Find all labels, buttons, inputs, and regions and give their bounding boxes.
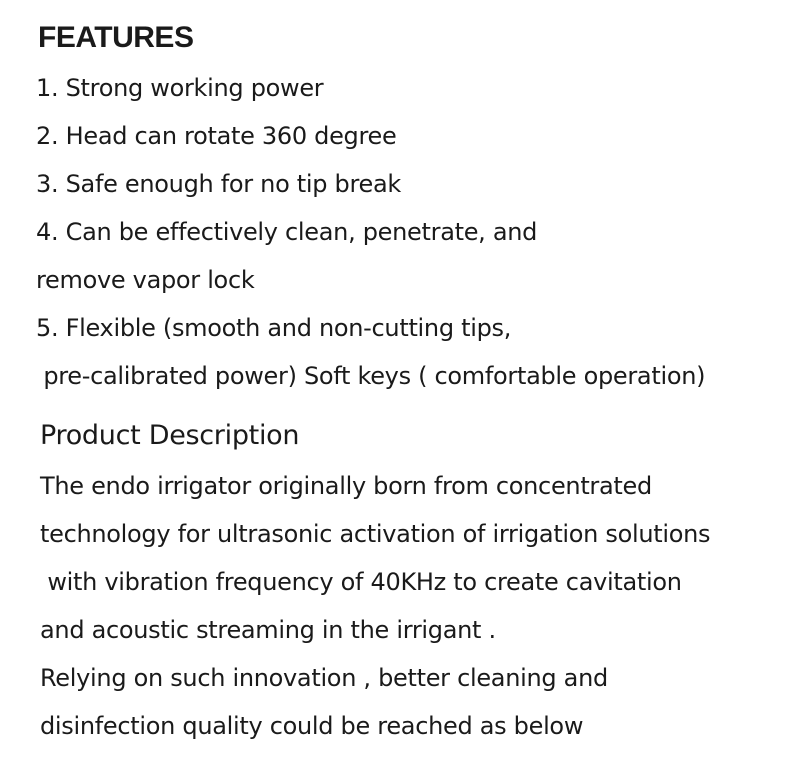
features-line: 4. Can be effectively clean, penetrate, and: [36, 218, 538, 246]
description-line: with vibration frequency of 40KHz to create cavitation: [40, 568, 682, 596]
description-line: and acoustic streaming in the irrigant .: [40, 616, 496, 644]
description-line: disinfection quality could be reached as below: [40, 712, 584, 740]
features-list: [36, 64, 705, 400]
features-line: remove vapor lock: [36, 266, 255, 294]
product-description-heading: Product Description: [40, 420, 300, 451]
features-line: 5. Flexible (smooth and non-cutting tips,: [36, 314, 512, 342]
features-line: 3. Safe enough for no tip break: [36, 170, 401, 198]
description-line: Relying on such innovation , better cleaning and: [40, 664, 608, 692]
description-line: The endo irrigator originally born from concentrated: [40, 472, 652, 500]
features-line: 2. Head can rotate 360 degree: [36, 122, 397, 150]
product-description-body: [40, 462, 710, 750]
features-heading: FEATURES: [38, 21, 194, 54]
features-line: 1. Strong working power: [36, 74, 324, 102]
features-line: pre-calibrated power) Soft keys ( comfortable operation): [36, 362, 706, 390]
description-line: technology for ultrasonic activation of irrigation solutions: [40, 520, 711, 548]
